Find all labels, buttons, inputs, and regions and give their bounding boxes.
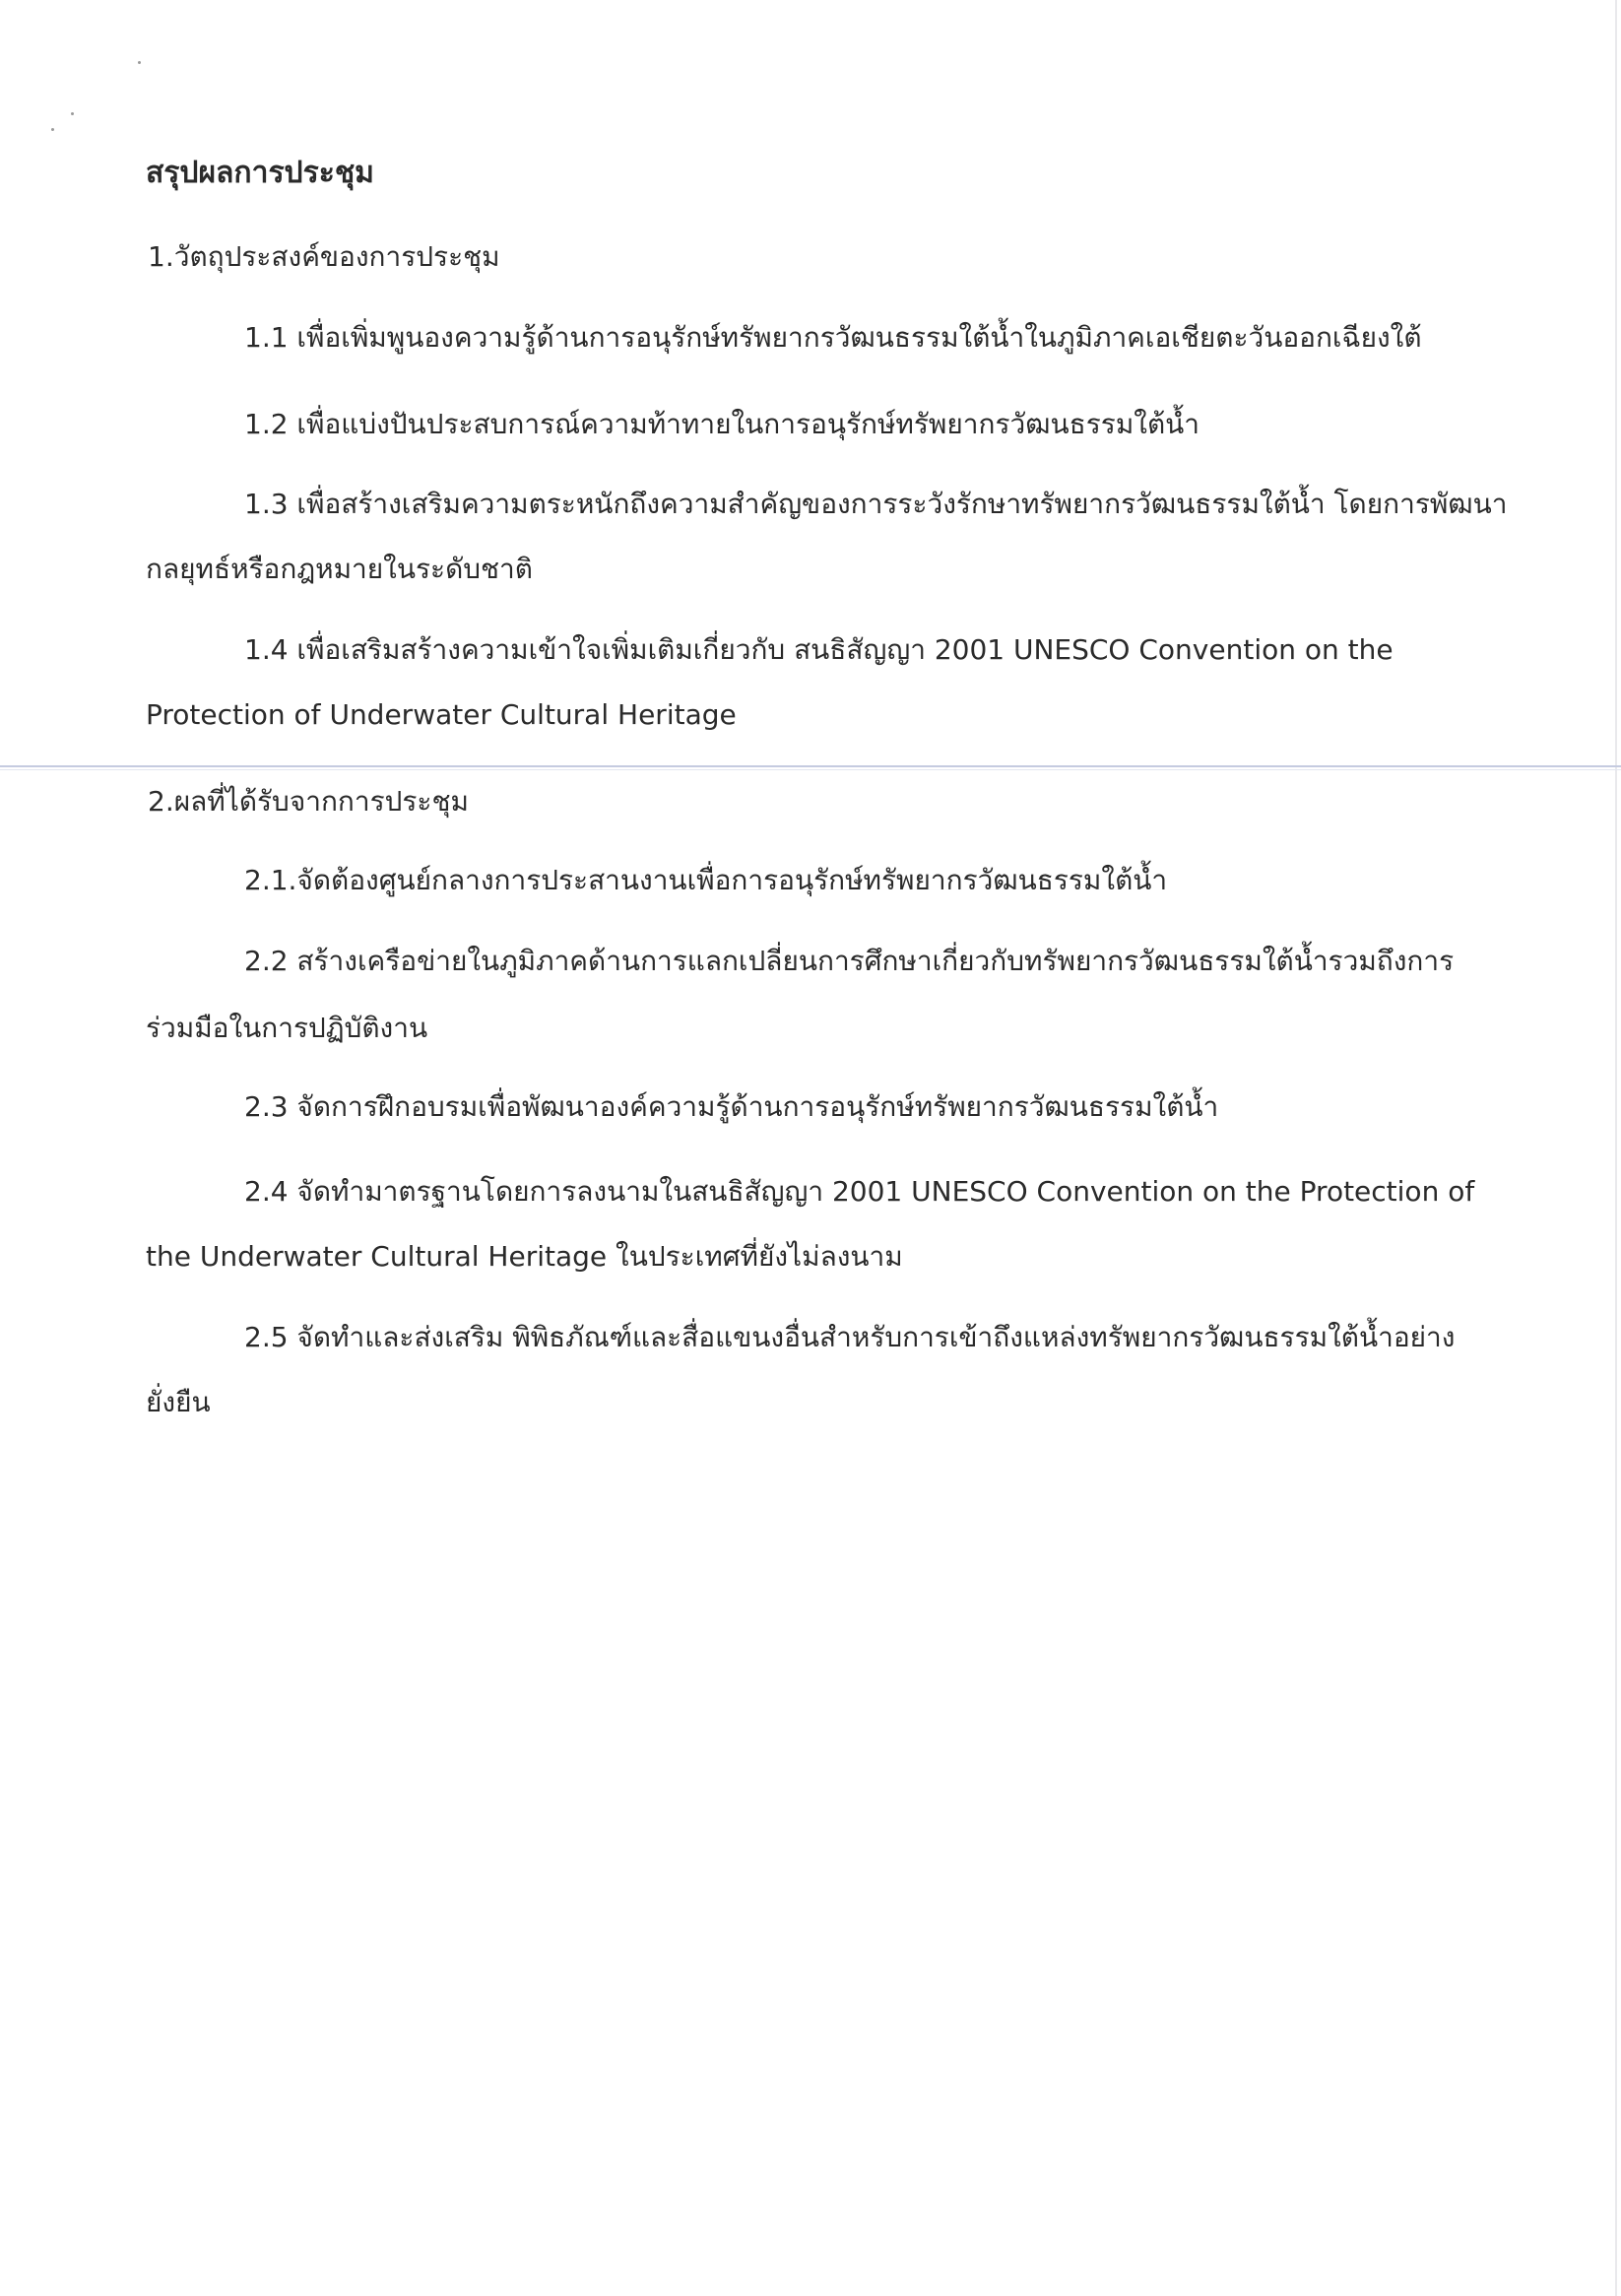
list-item-1-1: 1.1 เพื่อเพิ่มพูนองความรู้ด้านการอนุรักษ์ทรัพยากรวัฒนธรรมใต้น้ำในภูมิภาคเอเชียตะวันออกเฉียงใต้ — [244, 321, 1422, 354]
list-item-2-2-line-1: 2.2 สร้างเครือข่ายในภูมิภาคด้านการแลกเปลี่ยนการศึกษาเกี่ยวกับทรัพยากรวัฒนธรรมใต้น้ำรวมถึงการ — [244, 945, 1455, 977]
section-2-heading: 2.ผลที่ได้รับจากการประชุม — [148, 785, 469, 818]
list-item-2-5-line-2: ยั่งยืน — [146, 1386, 211, 1418]
list-item-1-4-line-1: 1.4 เพื่อเสริมสร้างความเข้าใจเพิ่มเติมเกี่ยวกับ สนธิสัญญา 2001 UNESCO Convention on the — [244, 633, 1394, 666]
list-item-2-3: 2.3 จัดการฝึกอบรมเพื่อพัฒนาองค์ความรู้ด้านการอนุรักษ์ทรัพยากรวัฒนธรรมใต้น้ำ — [244, 1090, 1219, 1123]
list-item-1-4-line-2: Protection of Underwater Cultural Heritage — [146, 698, 737, 731]
document-title: สรุปผลการประชุม — [146, 156, 374, 190]
scan-speck — [51, 128, 54, 131]
list-item-1-2: 1.2 เพื่อแบ่งปันประสบการณ์ความท้าทายในการอนุรักษ์ทรัพยากรวัฒนธรรมใต้น้ำ — [244, 408, 1200, 440]
list-item-2-4-line-2: the Underwater Cultural Heritage ในประเทศที่ยังไม่ลงนาม — [146, 1240, 903, 1273]
scan-artifact-line — [0, 765, 1621, 767]
scan-speck — [71, 112, 74, 115]
list-item-2-2-line-2: ร่วมมือในการปฏิบัติงาน — [146, 1012, 428, 1044]
scan-artifact-line-faint — [0, 769, 1621, 770]
list-item-1-3-line-2: กลยุทธ์หรือกฎหมายในระดับชาติ — [146, 553, 533, 585]
section-1-heading: 1.วัตถุประสงค์ของการประชุม — [148, 240, 500, 273]
list-item-2-1: 2.1.จัดต้องศูนย์กลางการประสานงานเพื่อการอนุรักษ์ทรัพยากรวัฒนธรรมใต้น้ำ — [244, 864, 1168, 896]
scan-edge — [1615, 0, 1617, 2296]
list-item-2-5-line-1: 2.5 จัดทำและส่งเสริม พิพิธภัณฑ์และสื่อแขนงอื่นสำหรับการเข้าถึงแหล่งทรัพยากรวัฒนธรรมใต้น้ำอย่าง — [244, 1321, 1456, 1353]
list-item-1-3-line-1: 1.3 เพื่อสร้างเสริมความตระหนักถึงความสำคัญของการระวังรักษาทรัพยากรวัฒนธรรมใต้น้ำ โดยการพัฒนา — [244, 488, 1508, 520]
scan-speck — [138, 61, 141, 64]
list-item-2-4-line-1: 2.4 จัดทำมาตรฐานโดยการลงนามในสนธิสัญญา 2001 UNESCO Convention on the Protection of — [244, 1175, 1475, 1208]
